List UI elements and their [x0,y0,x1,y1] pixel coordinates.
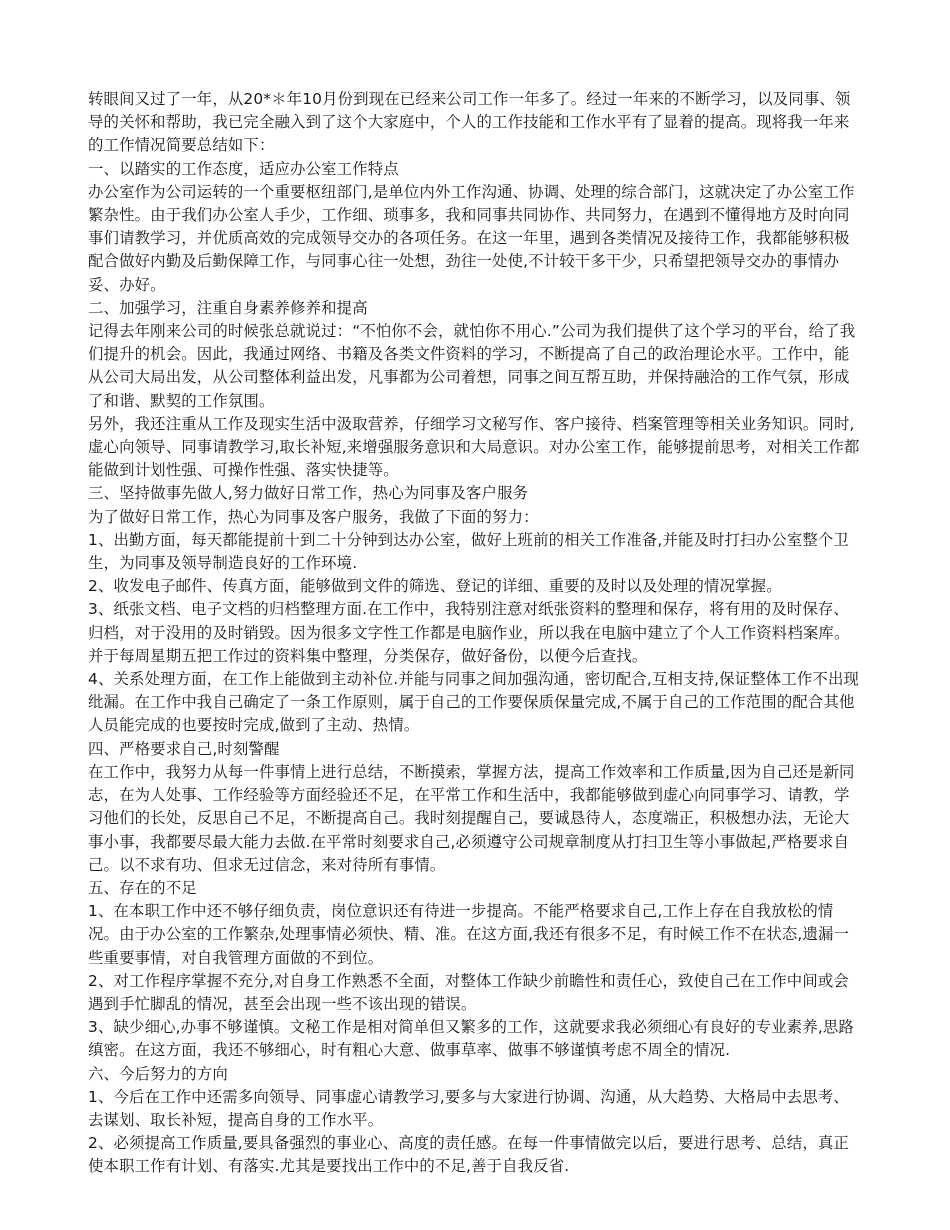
paragraph: 另外，我还注重从工作及现实生活中汲取营养，仔细学习文秘写作、客户接待、档案管理等相关业务知识。同时,虚心向领导、同事请教学习,取长补短,来增强服务意识和大局意识。对办公室工作，能够提前思考，对相关工作都能做到计划性强、可操作性强、落实快捷等。 [88,414,860,480]
list-item: 1、在本职工作中还不够仔细负责，岗位意识还有待进一步提高。不能严格要求自己,工作上存在自我放松的情况。由于办公室的工作繁杂,处理事情必须快、精、准。在这方面,我还有很多不足，有时候工作不在状态,遗漏一些重要事情，对自我管理方面做的不到位。 [88,902,850,967]
section-heading-3: 三、坚持做事先做人,努力做好日常工作，热心为同事及客户服务 [88,484,529,503]
section-heading-6: 六、今后努力的方向 [88,1064,228,1083]
list-item: 2、对工作程序掌握不充分,对自身工作熟悉不全面，对整体工作缺少前瞻性和责任心，致使自己在工作中间或会遇到手忙脚乱的情况，甚至会出现一些不该出现的错误。 [88,971,849,1013]
paragraph: 办公室作为公司运转的一个重要枢纽部门,是单位内外工作沟通、协调、处理的综合部门，这就决定了办公室工作繁杂性。由于我们办公室人手少，工作细、琐事多，我和同事共同协作、共同努力，在遇到不懂得地方及时向同事们请教学习，并优质高效的完成领导交办的各项任务。在这一年里，遇到各类情况及接待工作，我都能够积极配合做好内勤及后勤保障工作，与同事心往一处想，劲往一处使,不计较干多干少，只希望把领导交办的事情办妥、办好。 [88,182,855,294]
list-item: 4、关系处理方面，在工作上能做到主动补位.并能与同事之间加强沟通，密切配合,互相支持,保证整体工作不出现纰漏。在工作中我自己确定了一条工作原则，属于自己的工作要保质保量完成,不属于自己的工作范围的配合其他人员能完成的也要按时完成,做到了主动、热情。 [88,670,860,735]
paragraph: 记得去年刚来公司的时候张总就说过：“不怕你不会，就怕你不用心.”公司为我们提供了这个学习的平台，给了我们提升的机会。因此，我通过网络、书籍及各类文件资料的学习，不断提高了自己的政治理论水平。工作中，能从公司大局出发，从公司整体利益出发，凡事都为公司着想，同事之间互帮互助，并保持融洽的工作气氛，形成了和谐、默契的工作氛围。 [88,322,856,410]
paragraph-intro: 转眼间又过了一年，从20*＊年10月份到现在已经来公司工作一年多了。经过一年来的不断学习，以及同事、领导的关怀和帮助，我已完全融入到了这个大家庭中，个人的工作技能和工作水平有了显着的提高。现将我一年来的工作情况简要总结如下： [88,90,851,155]
section-heading-4: 四、严格要求自己,时刻警醒 [88,739,280,758]
list-item: 2、收发电子邮件、传真方面，能够做到文件的筛选、登记的详细、重要的及时以及处理的情况掌握。 [88,577,782,596]
paragraph: 在工作中，我努力从每一件事情上进行总结，不断摸索，掌握方法，提高工作效率和工作质量,因为自己还是新同志，在为人处事、工作经验等方面经验还不足，在平常工作和生活中，我都能够做到虚心向同事学习、请教，学习他们的长处，反思自己不足，不断提高自己。我时刻提醒自己，要诚恳待人，态度端正，积极想办法，无论大事小事，我都要尽最大能力去做.在平常时刻要求自己,必须遵守公司规章制度从打扫卫生等小事做起,严格要求自己。以不求有功、但求无过信念，来对待所有事情。 [88,762,855,874]
section-heading-5: 五、存在的不足 [88,878,197,897]
list-item: 1、今后在工作中还需多向领导、同事虚心请教学习,要多与大家进行协调、沟通，从大趋势、大格局中去思考、去谋划、取长补短，提高自身的工作水平。 [88,1087,849,1129]
list-item: 3、纸张文档、电子文档的归档整理方面.在工作中，我特别注意对纸张资料的整理和保存，将有用的及时保存、归档，对于没用的及时销毁。因为很多文字性工作都是电脑作业，所以我在电脑中建立了个人工作资料档案库。并于每周星期五把工作过的资料集中整理，分类保存，做好备份，以便今后查找。 [88,600,850,665]
list-item: 3、缺少细心,办事不够谨慎。文秘工作是相对简单但又繁多的工作，这就要求我必须细心有良好的专业素养,思路缜密。在这方面，我还不够细心，时有粗心大意、做事草率、做事不够谨慎考虑不周全的情况. [88,1018,854,1060]
section-heading-2: 二、加强学习，注重自身素养修养和提高 [88,298,368,317]
list-item: 2、必须提高工作质量,要具备强烈的事业心、高度的责任感。在每一件事情做完以后，要进行思考、总结，真正使本职工作有计划、有落实.尤其是要找出工作中的不足,善于自我反省. [88,1134,849,1176]
section-heading-1: 一、以踏实的工作态度，适应办公室工作特点 [88,159,399,178]
paragraph: 为了做好日常工作，热心为同事及客户服务，我做了下面的努力： [88,507,539,526]
list-item: 1、出勤方面，每天都能提前十到二十分钟到达办公室，做好上班前的相关工作准备,并能及时打扫办公室整个卫生，为同事及领导制造良好的工作环境. [88,530,849,573]
